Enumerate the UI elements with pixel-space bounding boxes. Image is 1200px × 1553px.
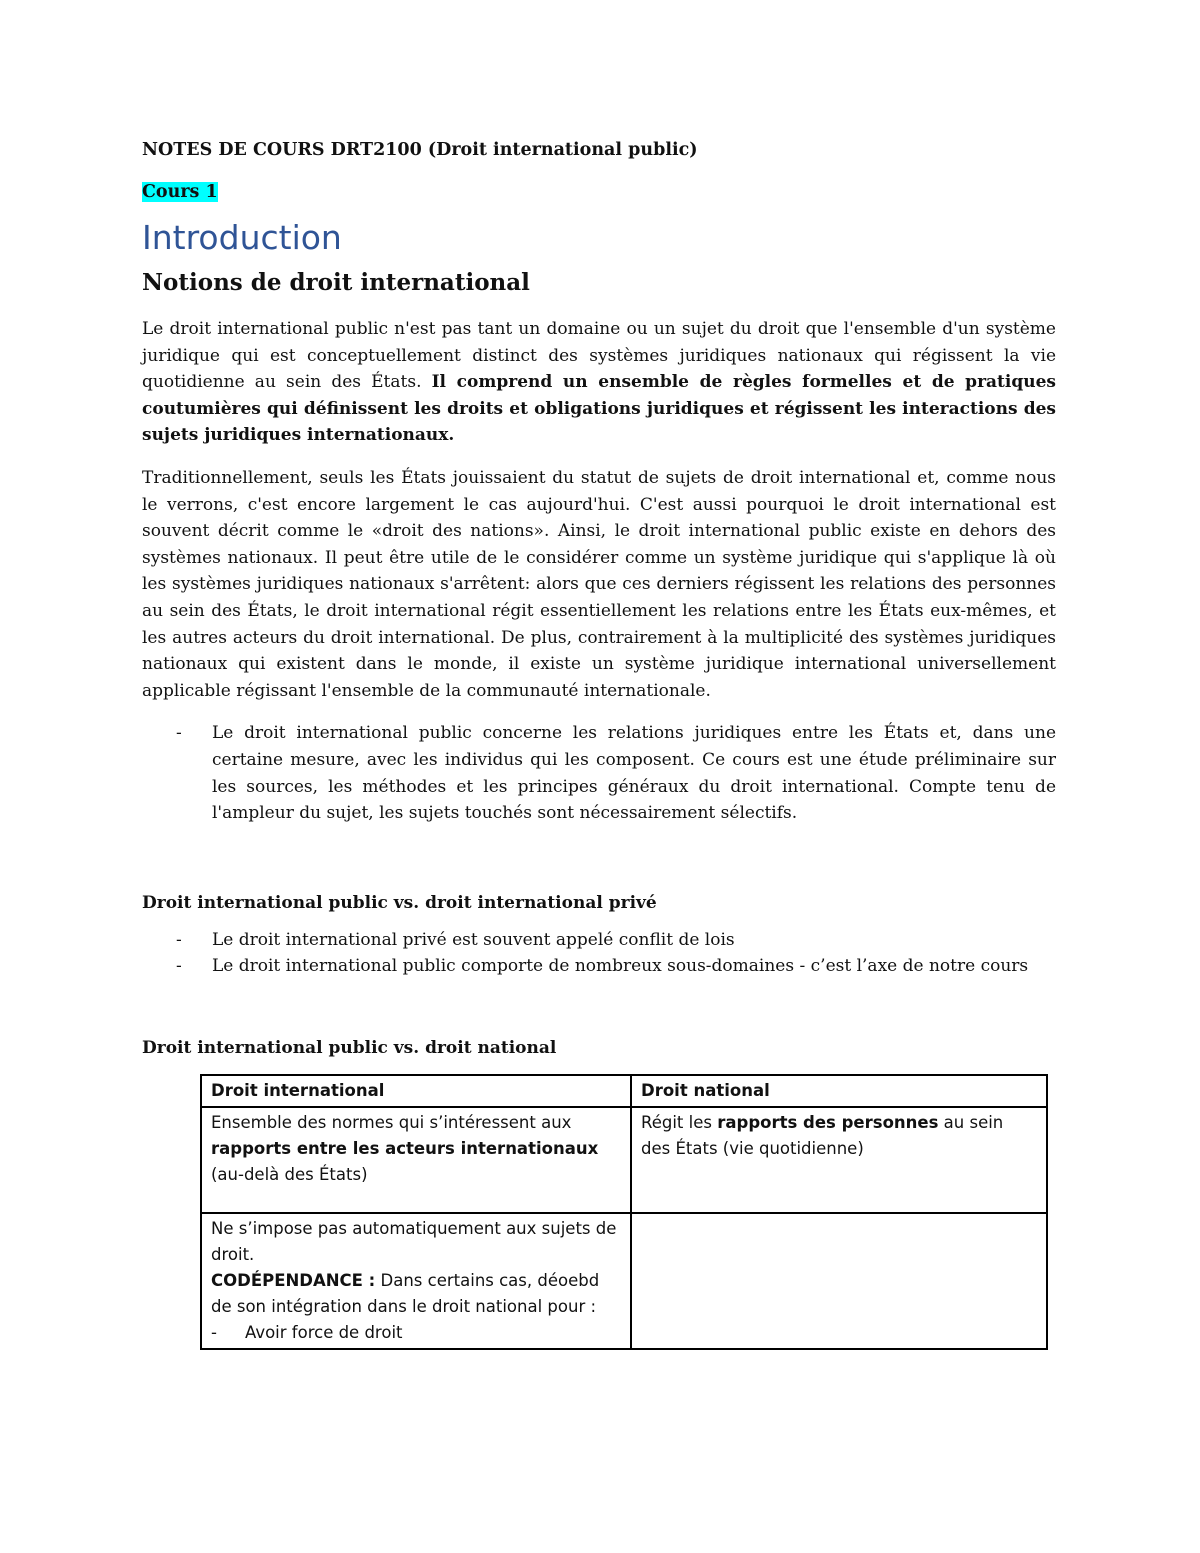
cell-text: Régit les [641,1112,718,1132]
heading-notions: Notions de droit international [142,269,530,296]
document-page [142,140,1056,1350]
table-cell-national [631,1107,1047,1213]
table-cell-international [201,1213,631,1349]
dash-bullet: - [176,929,182,950]
comparison-table [200,1074,1048,1350]
cell-text: Avoir force de droit [245,1322,403,1342]
list-item-text: Le droit international public comporte de nombreux sous-domaines - c’est l’axe de notre cours [212,956,1029,977]
table-row [201,1107,1047,1213]
public-prive-bullet-list [142,927,1056,980]
cell-text: Dans certains cas, déoebd de son intégration dans le droit national pour : [211,1270,600,1316]
cell-text: Ne s’impose pas automatiquement aux sujets de droit. [211,1218,617,1264]
document-title: NOTES DE COURS DRT2100 (Droit international public) [142,140,698,160]
section-title-national: Droit international public vs. droit national [142,1037,557,1058]
paragraph-traditionnellement: Traditionnellement, seuls les États jouissaient du statut de sujets de droit international et, comme nous le verrons, c'est encore largement le cas aujourd'hui. C'est aussi pourquoi le droit international est souvent décrit comme le «droit des nations». Ainsi, le droit international public existe en dehors des systèmes nationaux. Il peut être utile de le considérer comme un système juridique qui s'applique là où les systèmes juridiques nationaux s'arrêtent: alors que ces derniers régissent les relations des personnes au sein des États, le droit international régit essentiellement les relations entre les États eux-mêmes, et les autres acteurs du droit international. De plus, contrairement à la multiplicité des systèmes juridiques nationaux qui existent dans le monde, il existe un système juridique international universellement applicable régissant l'ensemble de la communauté internationale. [142,467,1056,701]
list-item [142,953,1056,980]
list-item [142,927,1056,954]
section-title-public-prive: Droit international public vs. droit international privé [142,892,657,913]
table-row [201,1213,1047,1349]
cell-text: Ensemble des normes qui s’intéressent aux [211,1112,572,1132]
table-header-row [201,1075,1047,1107]
cell-text: au sein des États (vie quotidienne) [641,1112,1004,1158]
table-cell-international [201,1107,631,1213]
heading-introduction: Introduction [142,218,342,257]
list-item-text: Le droit international privé est souvent appelé conflit de lois [212,929,735,950]
cell-text: (au-delà des États) [211,1164,368,1184]
paragraph-definition-text: Le droit international public n'est pas tant un domaine ou un sujet du droit que l'ensemble d'un système juridique qui est conceptuellement distinct des systèmes juridiques nationaux qui régissent la vie quotidienne au sein des États. [142,319,1056,393]
dash-bullet: - [211,1322,217,1342]
column-header-national: Droit national [631,1075,1047,1107]
table-cell-national-empty [631,1213,1047,1349]
intro-bullet-list [142,720,1056,826]
cell-text-bold: CODÉPENDANCE : [211,1270,376,1290]
column-header-international: Droit international [201,1075,631,1107]
dash-bullet: - [176,723,182,744]
paragraph-definition [142,316,1056,449]
list-item-text: Le droit international public concerne les relations juridiques entre les États et, dans une certaine mesure, avec les individus qui les composent. Ce cours est une étude préliminaire sur les sources, les méthodes et les principes généraux du droit international. Compte tenu de l'ampleur du sujet, les sujets touchés sont nécessairement sélectifs. [212,723,1056,824]
course-label: Cours 1 [142,182,218,202]
dash-bullet: - [176,956,182,977]
list-item [142,720,1056,826]
cell-text-bold: rapports des personnes [717,1112,939,1132]
paragraph-definition-bold: Il comprend un ensemble de règles formelles et de pratiques coutumières qui définissent les droits et obligations juridiques et régissent les interactions des sujets juridiques internationaux. [142,372,1056,446]
cell-text-bold: rapports entre les acteurs internationaux [211,1138,599,1158]
